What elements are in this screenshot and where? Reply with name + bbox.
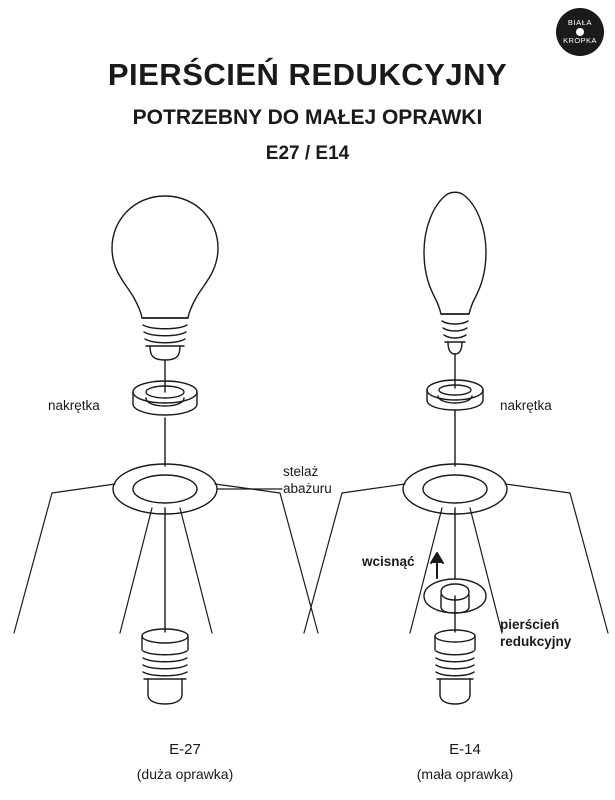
- brand-logo-line1: BIAŁA: [567, 18, 593, 27]
- left-shade-arms: [14, 484, 318, 633]
- brand-logo: [556, 8, 604, 56]
- label-wcisnac: wcisnąć: [362, 554, 415, 569]
- caption-left: [60, 738, 310, 786]
- push-arrow: [431, 553, 443, 578]
- left-nut: [133, 381, 197, 415]
- page-subtitle: POTRZEBNY DO MAŁEJ OPRAWKI: [132, 106, 483, 129]
- caption-right: [340, 738, 590, 786]
- caption-left-code: E-27: [169, 741, 201, 758]
- page-title: PIERŚCIEŃ REDUKCYJNY: [107, 57, 508, 92]
- label-nakretka-right: nakrętka: [500, 398, 552, 413]
- label-stelaz-abazuru: [283, 463, 332, 497]
- caption-right-code: E-14: [449, 741, 481, 758]
- right-nut: [427, 380, 483, 410]
- label-pierscien-line2: redukcyjny: [500, 634, 572, 649]
- dot-icon: [576, 28, 584, 36]
- label-stelaz-line2: abażuru: [283, 481, 332, 496]
- label-pierscien-line1: pierścień: [500, 617, 560, 632]
- right-shade-arms: [304, 484, 608, 633]
- caption-right-desc: (mała oprawka): [416, 766, 514, 782]
- brand-logo-line2: KROPKA: [563, 36, 597, 45]
- label-nakretka-left: nakrętka: [48, 398, 100, 413]
- left-bulb-e27: [112, 196, 218, 360]
- right-shade-ring: [403, 464, 507, 514]
- right-socket: [435, 630, 475, 704]
- left-shade-ring: [113, 464, 217, 514]
- page-codes: E27 / E14: [265, 143, 350, 164]
- right-bulb-e14: [424, 192, 486, 354]
- label-stelaz-line1: stelaż: [283, 464, 319, 479]
- label-pierscien-redukcyjny: [500, 616, 571, 650]
- caption-left-desc: (duża oprawka): [136, 766, 234, 782]
- left-socket: [142, 629, 188, 704]
